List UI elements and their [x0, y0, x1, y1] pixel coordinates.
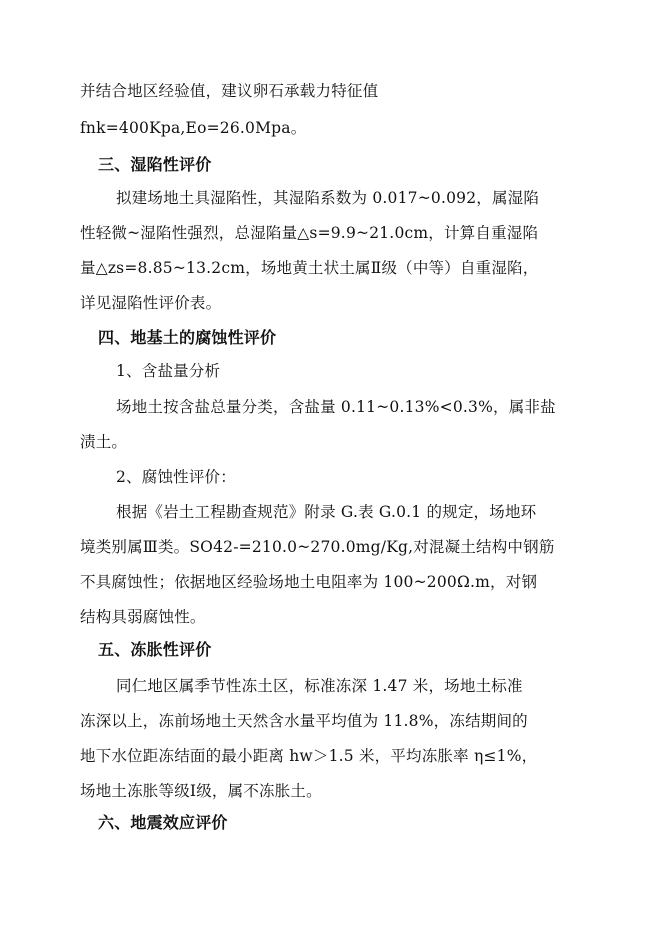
subsection-heading: 1、含盐量分析 — [116, 362, 221, 380]
text-line: 结构具弱腐蚀性。 — [80, 608, 206, 626]
text-line: 根据《岩土工程勘查规范》附录 G.表 G.0.1 的规定，场地环 — [116, 503, 537, 521]
section-heading-6: 六、地震效应评价 — [98, 813, 228, 832]
section-heading-3: 三、湿陷性评价 — [98, 155, 212, 174]
text-line: 不具腐蚀性；依据地区经验场地土电阻率为 100~200Ω.m，对钢 — [80, 573, 538, 591]
text-line: 境类别属Ⅲ类。SO42-=210.0~270.0mg/Kg,对混凝土结构中钢筋 — [80, 538, 555, 556]
text-line: 性轻微~湿陷性强烈，总湿陷量△s=9.9~21.0cm，计算自重湿陷 — [80, 224, 539, 242]
section-heading-5: 五、冻胀性评价 — [98, 640, 212, 659]
text-line: 量△zs=8.85~13.2cm，场地黄土状土属Ⅱ级（中等）自重湿陷， — [80, 259, 539, 277]
text-line: 拟建场地土具湿陷性，其湿陷系数为 0.017~0.092，属湿陷 — [116, 189, 540, 207]
section-heading-4: 四、地基土的腐蚀性评价 — [98, 328, 277, 347]
text-line: 地下水位距冻结面的最小距离 hw＞1.5 米，平均冻胀率 η≤1%， — [80, 747, 538, 765]
text-line: 渍土。 — [80, 433, 128, 451]
text-line: 场地土按含盐总量分类，含盐量 0.11~0.13%<0.3%，属非盐 — [116, 398, 556, 416]
subsection-heading: 2、腐蚀性评价： — [116, 468, 236, 486]
text-line: 并结合地区经验值，建议卵石承载力特征值 — [80, 82, 379, 100]
text-line: 场地土冻胀等级Ⅰ级，属不冻胀土。 — [80, 782, 322, 800]
text-line: 详见湿陷性评价表。 — [80, 294, 222, 312]
text-line: fnk=400Kpa,Eo=26.0Mpa。 — [80, 119, 307, 137]
text-line: 冻深以上，冻前场地土天然含水量平均值为 11.8%，冻结期间的 — [80, 712, 528, 730]
text-line: 同仁地区属季节性冻土区，标准冻深 1.47 米，场地土标准 — [116, 677, 523, 695]
